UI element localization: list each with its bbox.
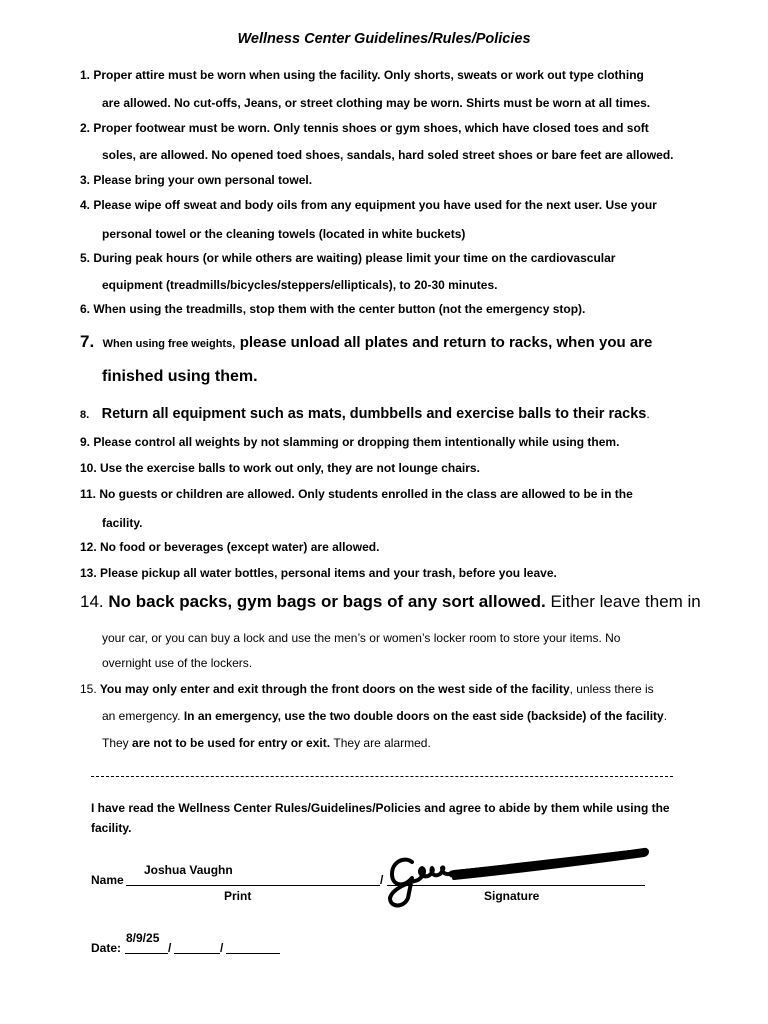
rule-2-line-1: 2. Proper footwear must be worn. Only tennis shoes or gym shoes, which have closed toes and soft — [80, 121, 649, 135]
date-day-underline — [174, 953, 220, 954]
agreement-line-1: I have read the Wellness Center Rules/Guidelines/Policies and agree to abide by them while using the — [91, 801, 670, 815]
rule-5-line-2: equipment (treadmills/bicycles/steppers/ellipticals), to 20-30 minutes. — [102, 278, 498, 292]
rule-7-line-1 — [80, 332, 652, 352]
date-slash-1: / — [168, 941, 172, 955]
rule-15-bold-d: In an emergency, use the two double doors on the east side (backside) of the facility — [183, 709, 664, 723]
rule-1-line-2: are allowed. No cut-offs, Jeans, or street clothing may be worn. Shirts must be worn at all times. — [102, 96, 651, 110]
print-label: Print — [224, 889, 252, 903]
rule-15-text-b: , unless there is — [569, 682, 654, 696]
dashed-divider — [91, 776, 673, 777]
rule-8-text: Return all equipment such as mats, dumbbells and exercise balls to their racks — [101, 406, 647, 422]
rule-11-line-2: facility. — [102, 516, 143, 530]
rule-5-line-1: 5. During peak hours (or while others are waiting) please limit your time on the cardiovascular — [80, 251, 616, 265]
rule-7-text: please unload all plates and return to racks, when you are — [239, 334, 653, 351]
name-slash: / — [380, 873, 384, 887]
rule-1-line-1: 1. Proper attire must be worn when using the facility. Only shorts, sweats or work out type clothing — [80, 68, 644, 82]
rule-15-number: 15. — [80, 682, 97, 696]
agreement-line-2: facility. — [91, 821, 132, 835]
signature-label: Signature — [484, 889, 540, 903]
signature-image — [382, 842, 652, 912]
rule-2-line-2: soles, are allowed. No opened toed shoes, sandals, hard soled street shoes or bare feet are allowed. — [102, 148, 674, 162]
date-year-underline — [226, 953, 280, 954]
rule-6: 6. When using the treadmills, stop them with the center button (not the emergency stop). — [80, 302, 586, 316]
rule-3: 3. Please bring your own personal towel. — [80, 173, 313, 187]
rule-15-bold-a: You may only enter and exit through the front doors on the west side of the facility — [99, 682, 570, 696]
rule-15-line-3 — [102, 736, 431, 750]
rule-15-text-f: They — [102, 736, 129, 750]
rule-7-line-2: finished using them. — [102, 368, 258, 385]
rule-12: 12. No food or beverages (except water) are allowed. — [80, 540, 380, 554]
rule-7-lead: When using free weights, — [102, 338, 236, 350]
rule-14-number: 14. — [80, 592, 104, 611]
rule-7-number: 7. — [80, 332, 95, 351]
rule-13: 13. Please pickup all water bottles, personal items and your trash, before you leave. — [80, 566, 557, 580]
rule-11-line-1: 11. No guests or children are allowed. Only students enrolled in the class are allowed to be in the — [80, 487, 633, 501]
rule-15-text-c: an emergency. — [102, 709, 181, 723]
name-value: Joshua Vaughn — [144, 863, 233, 877]
rule-14-line-3: overnight use of the lockers. — [102, 656, 253, 670]
rule-9: 9. Please control all weights by not slamming or dropping them intentionally while using them. — [80, 435, 620, 449]
rule-14-text: Either leave them in — [550, 592, 701, 611]
rule-15-line-1 — [80, 682, 654, 696]
rule-14-line-2: your car, or you can buy a lock and use the men’s or women’s locker room to store your items. No — [102, 631, 621, 645]
rule-15-text-h: They are alarmed. — [333, 736, 431, 750]
date-value: 8/9/25 — [126, 931, 160, 945]
rule-4-line-2: personal towel or the cleaning towels (located in white buckets) — [102, 227, 466, 241]
name-underline — [126, 885, 380, 886]
rule-14-bold-text: No back packs, gym bags or bags of any sort allowed. — [108, 592, 546, 611]
rule-15-bold-g: are not to be used for entry or exit. — [132, 736, 331, 750]
date-label: Date: — [91, 941, 122, 955]
rule-8-number: 8. — [80, 409, 90, 421]
date-month-underline — [125, 953, 168, 954]
document-title: Wellness Center Guidelines/Rules/Policies — [237, 31, 531, 47]
rule-8 — [80, 405, 650, 423]
rule-15-line-2 — [102, 709, 667, 723]
rule-8-period: . — [646, 407, 650, 421]
name-label: Name — [91, 873, 124, 887]
rule-15-text-e: . — [663, 709, 668, 723]
rule-14-line-1 — [80, 592, 701, 612]
rule-4-line-1: 4. Please wipe off sweat and body oils from any equipment you have used for the next user. Use your — [80, 198, 657, 212]
rule-10: 10. Use the exercise balls to work out only, they are not lounge chairs. — [80, 461, 480, 475]
date-slash-2: / — [220, 941, 224, 955]
